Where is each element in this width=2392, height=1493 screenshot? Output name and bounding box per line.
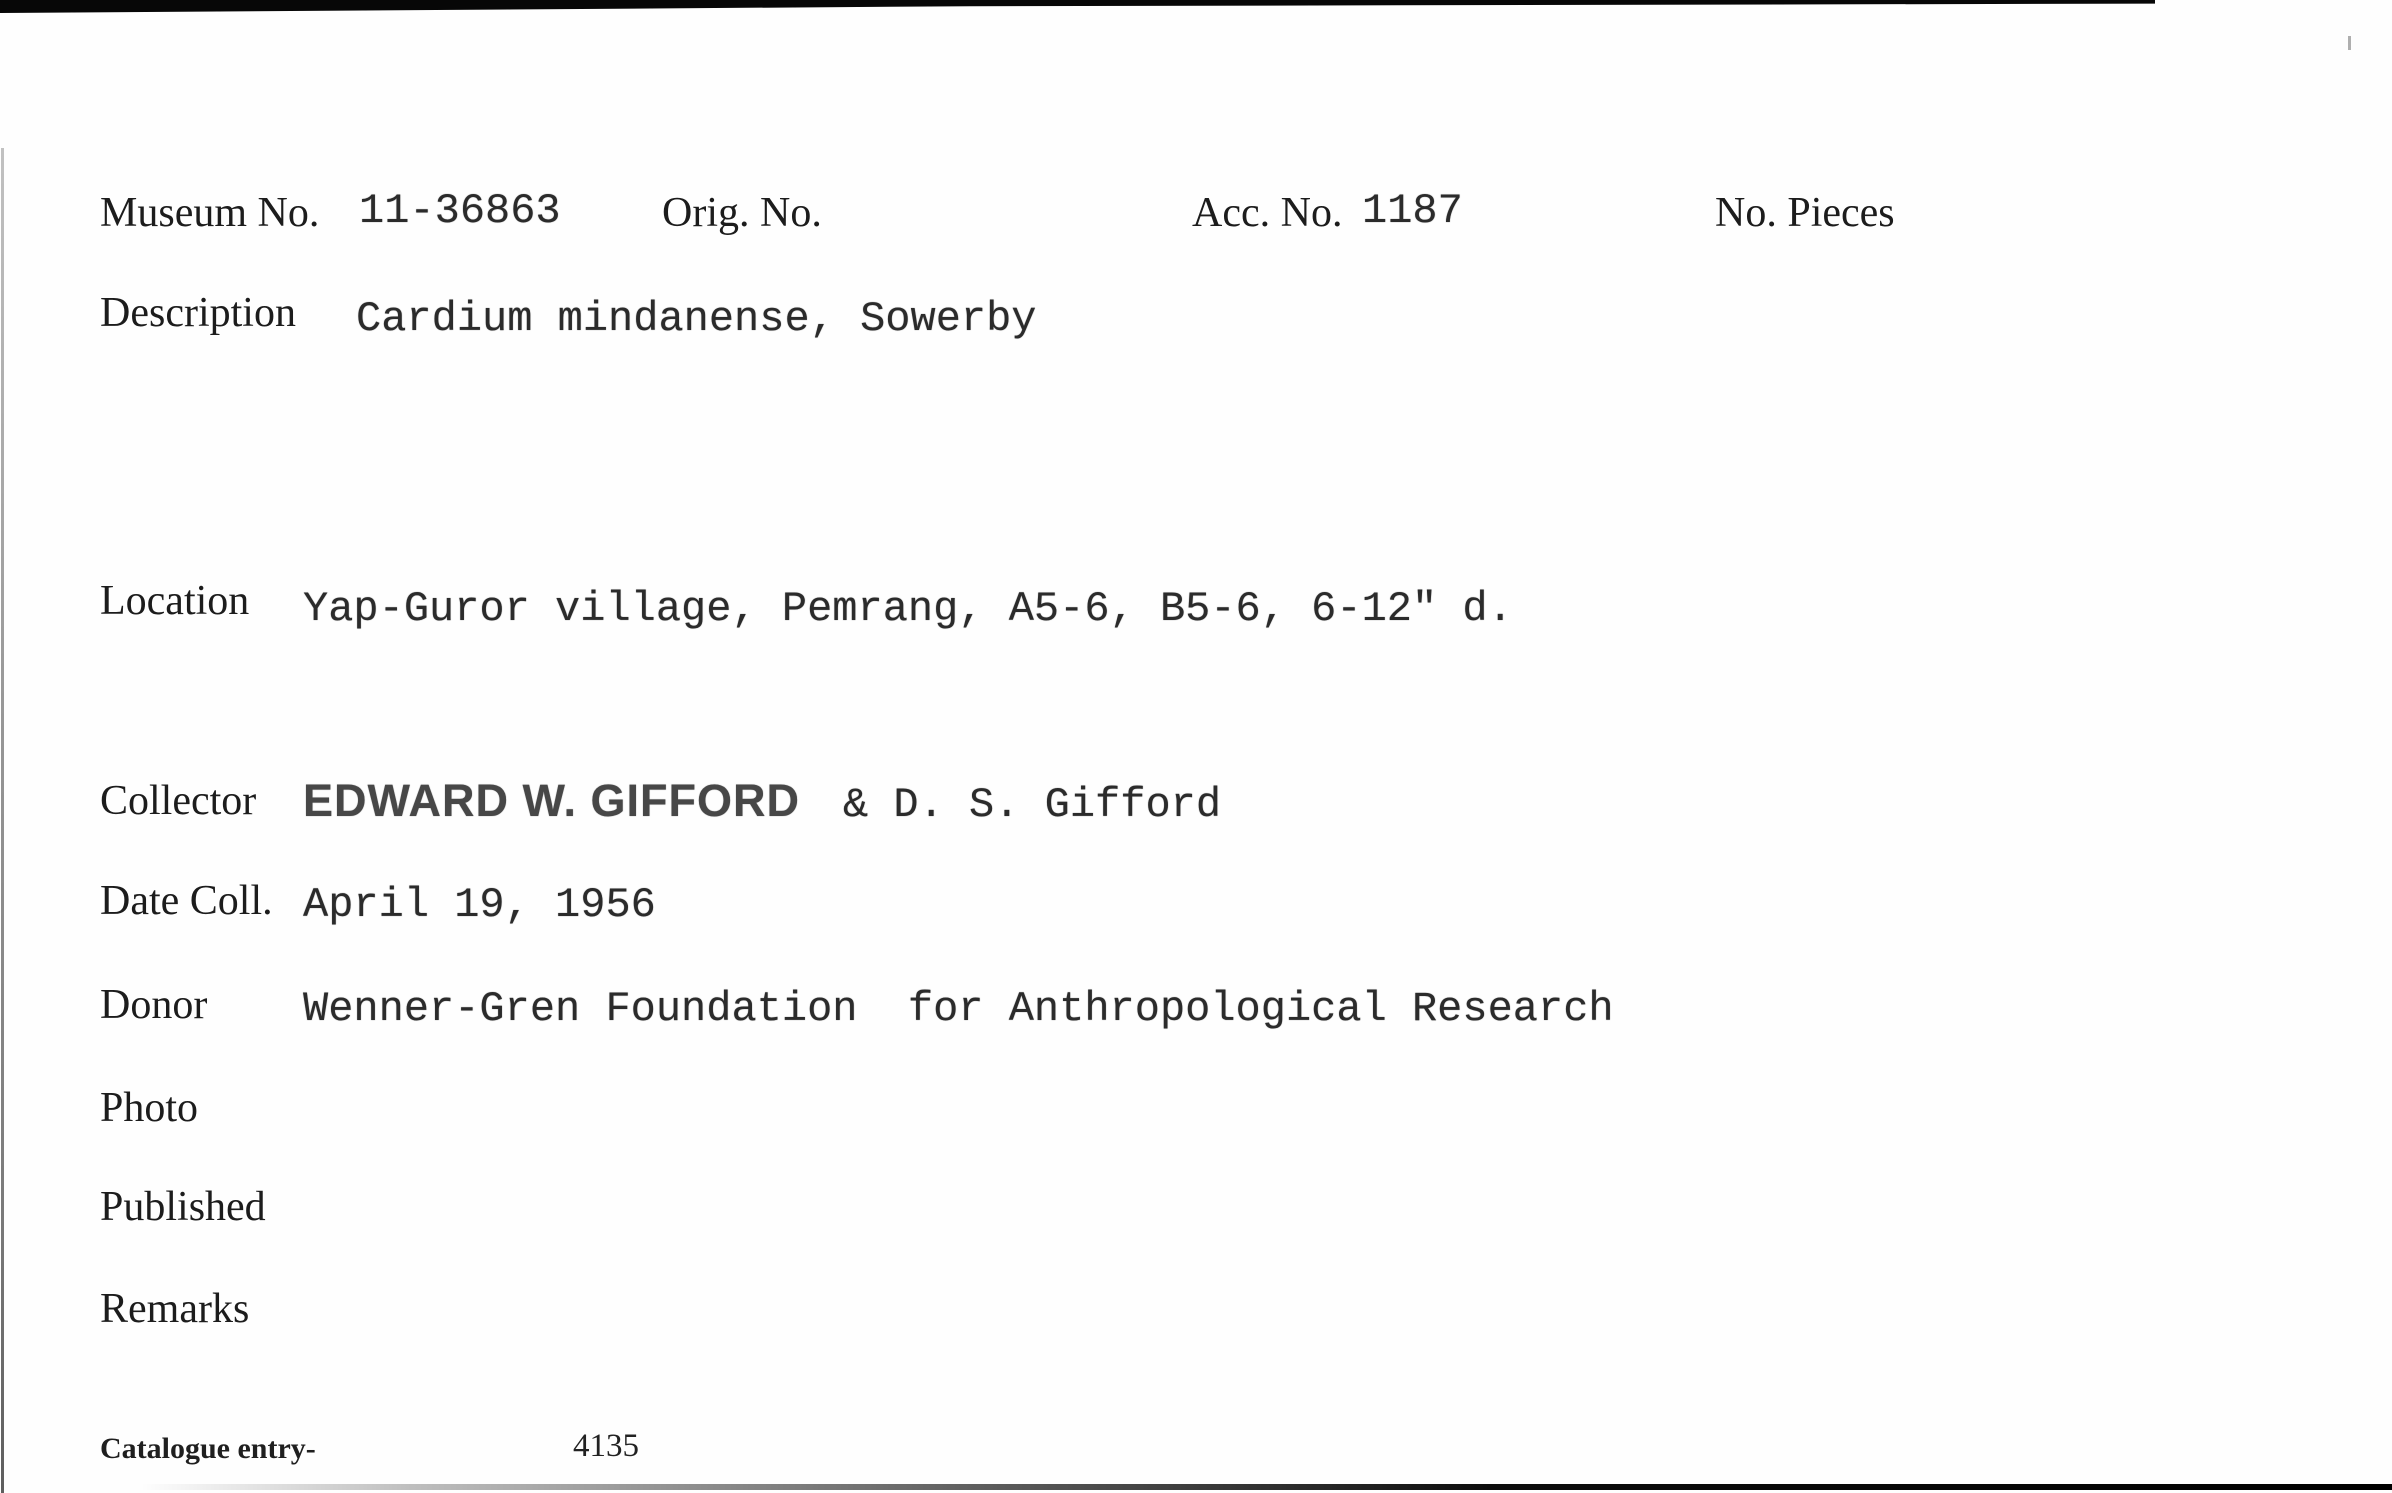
collector-stamp: EDWARD W. GIFFORD (303, 775, 800, 826)
collector-label: Collector (100, 778, 257, 824)
acc-no-value: 1187 (1362, 187, 1463, 235)
remarks-label: Remarks (100, 1286, 250, 1332)
catalogue-entry-number: 4135 (573, 1428, 639, 1464)
scan-edge-left (1, 148, 4, 1493)
collector-typed: & D. S. Gifford (843, 781, 1222, 829)
donor-value: Wenner-Gren Foundation for Anthropological Research (303, 985, 1614, 1033)
published-label: Published (100, 1184, 266, 1230)
catalogue-entry-label: Catalogue entry- (100, 1432, 316, 1465)
scan-edge-bottom (140, 1484, 2392, 1490)
museum-no-label: Museum No. (100, 190, 320, 236)
no-pieces-label: No. Pieces (1715, 190, 1895, 236)
description-value: Cardium mindanense, Sowerby (356, 295, 1037, 343)
description-label: Description (100, 290, 296, 336)
acc-no-label: Acc. No. (1192, 190, 1343, 236)
photo-label: Photo (100, 1085, 199, 1131)
scan-edge-top (0, 0, 2155, 13)
date-coll-value: April 19, 1956 (303, 881, 656, 929)
date-coll-label: Date Coll. (100, 878, 273, 924)
location-value: Yap-Guror village, Pemrang, A5-6, B5-6, 6-12" d. (303, 585, 1513, 633)
museum-no-value: 11-36863 (359, 187, 561, 235)
scan-speck (2348, 36, 2351, 50)
orig-no-label: Orig. No. (662, 190, 822, 236)
location-label: Location (100, 578, 250, 624)
donor-label: Donor (100, 982, 208, 1028)
